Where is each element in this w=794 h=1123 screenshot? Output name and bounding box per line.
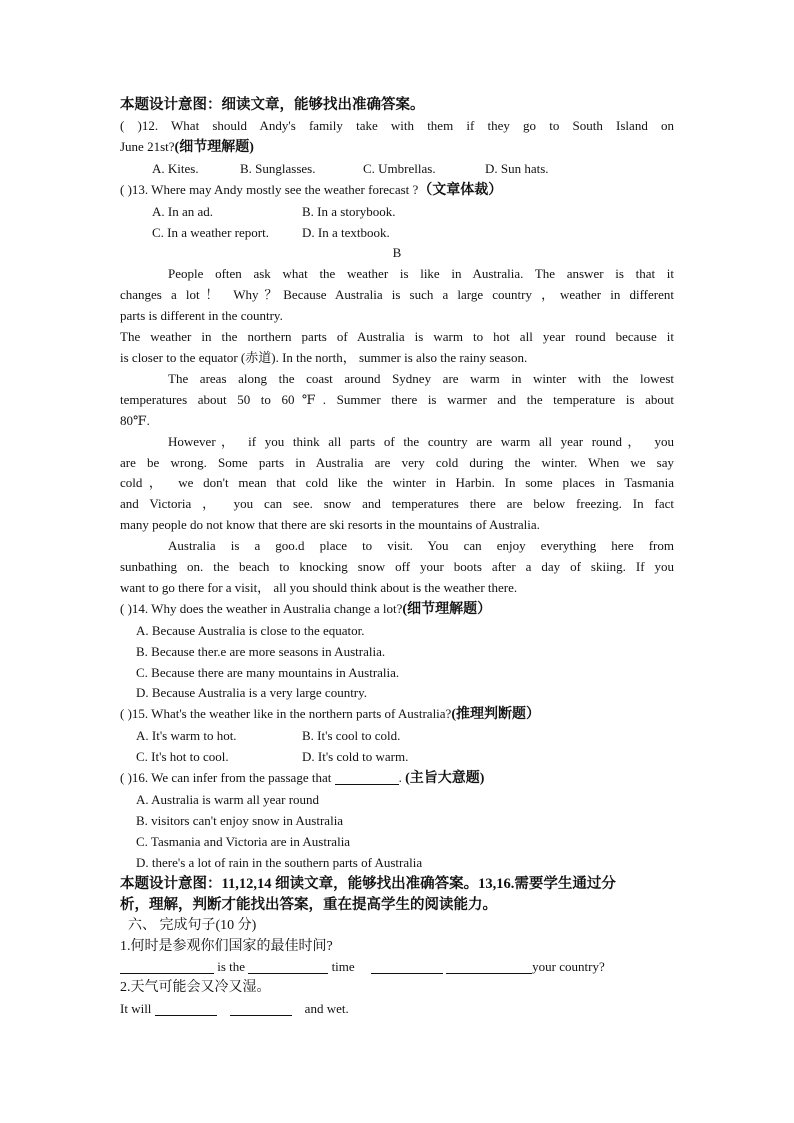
option-c[interactable]: C. In a weather report. xyxy=(152,224,269,240)
answer-blank[interactable] xyxy=(230,1001,292,1016)
design-intent-line: 本题设计意图：11,12,14 细读文章，能够找出准确答案。13,16.需要学生通过分 xyxy=(120,875,616,892)
option-c[interactable]: C. Because there are many mountains in Australia. xyxy=(136,664,400,680)
passage-line: are be wrong. Some parts in Australia are very cold during the winter. When we say xyxy=(120,454,674,470)
option-d[interactable]: D. It's cold to warm. xyxy=(302,749,409,765)
answer-blank[interactable] xyxy=(371,959,443,974)
option-d[interactable]: D. In a textbook. xyxy=(302,224,390,240)
sentence-1-word: is the xyxy=(214,959,249,975)
passage-line: many people do not know that there are ski resorts in the mountains of Australia. xyxy=(120,517,540,533)
question-12-stem: ( )12. What should Andy's family take with them if they go to South Island on xyxy=(120,118,674,133)
design-intent-line: 析，理解，判断才能找出答案，重在提高学生的阅读能力。 xyxy=(120,896,497,913)
passage-line: want to go there for a visit， all you should think about is the weather there. xyxy=(120,579,518,595)
answer-blank[interactable] xyxy=(248,959,328,974)
sentence-2-answer xyxy=(120,999,674,1020)
section-6-title: 六、 完成句子(10 分) xyxy=(128,917,257,933)
option-d[interactable]: D. Because Australia is a very large country. xyxy=(136,685,368,701)
passage-line: 80℉. xyxy=(120,412,150,428)
sentence-1-word: your country? xyxy=(532,959,605,975)
sentence-2-word: It will xyxy=(120,1001,155,1017)
option-d[interactable]: D. there's a lot of rain in the southern parts of Australia xyxy=(136,854,423,870)
option-c[interactable]: C. It's hot to cool. xyxy=(136,749,229,765)
passage-line: However， if you think all parts of the country are warm all year round， you xyxy=(168,433,674,449)
passage-line: People often ask what the weather is like in Australia. The answer is that it xyxy=(168,266,674,282)
question-15-stem: ( )15. What's the weather like in the northern parts of Australia? xyxy=(120,706,452,722)
question-12-options xyxy=(120,159,674,180)
question-15-options-row2 xyxy=(120,747,674,768)
option-a[interactable]: A. Australia is warm all year round xyxy=(136,792,320,807)
question-13-stem: ( )13. Where may Andy mostly see the weather forecast ? xyxy=(120,181,419,197)
question-13-options-row2 xyxy=(120,223,674,244)
question-12-tag: (细节理解题) xyxy=(174,139,254,155)
option-b[interactable]: B. visitors can't enjoy snow in Australia xyxy=(136,812,344,828)
option-a[interactable]: A. It's warm to hot. xyxy=(136,728,237,744)
question-16 xyxy=(120,768,674,790)
passage-line: changes a lot！ Why？Because Australia is such a large country ，weather in different xyxy=(120,287,674,303)
question-13 xyxy=(120,180,674,202)
passage-line: sunbathing on. the beach to knocking snow off your boots after a day of skiing. If you xyxy=(120,559,674,575)
question-16-tag: (主旨大意题) xyxy=(405,771,485,787)
question-13-tag: （文章体裁） xyxy=(418,182,503,198)
question-16-stem: ( )16. We can infer from the passage that xyxy=(120,770,335,786)
question-15-options-row1 xyxy=(120,726,674,747)
option-b[interactable]: B. In a storybook. xyxy=(302,203,396,219)
design-intent-heading: 本题设计意图：细读文章，能够找出准确答案。 xyxy=(120,97,425,113)
option-d[interactable]: D. Sun hats. xyxy=(485,160,549,176)
question-15 xyxy=(120,704,674,726)
option-a[interactable]: A. In an ad. xyxy=(152,203,214,219)
option-b[interactable]: B. It's cool to cold. xyxy=(302,728,401,744)
question-12-stem-end: June 21st? xyxy=(120,138,175,154)
passage-line: temperatures about 50 to 60℉. Summer there is warmer and the temperature is about xyxy=(120,391,674,407)
question-12-stem-cont xyxy=(120,137,674,159)
question-13-options-row1 xyxy=(120,202,674,223)
answer-blank[interactable] xyxy=(446,959,532,974)
option-b[interactable]: B. Sunglasses. xyxy=(240,160,316,176)
option-a[interactable]: A. Kites. xyxy=(152,160,199,176)
option-a[interactable]: A. Because Australia is close to the equator. xyxy=(136,622,365,638)
worksheet-page xyxy=(120,95,674,1020)
passage-line: Australia is a goo.d place to visit. You can enjoy everything here from xyxy=(168,538,674,554)
passage-line: and Victoria ， you can see. snow and temperatures there are below freezing. In fact xyxy=(120,496,674,512)
passage-title: B xyxy=(392,245,402,261)
option-c[interactable]: C. Tasmania and Victoria are in Australia xyxy=(136,833,351,849)
question-14 xyxy=(120,599,674,621)
sentence-2-chinese: 2.天气可能会又冷又湿。 xyxy=(120,980,271,996)
answer-blank[interactable] xyxy=(155,1001,217,1016)
option-b[interactable]: B. Because ther.e are more seasons in Australia. xyxy=(136,643,386,659)
sentence-1-chinese: 1.何时是参观你们国家的最佳时间? xyxy=(120,938,333,954)
passage-line: The areas along the coast around Sydney are warm in winter with the lowest xyxy=(168,370,674,386)
question-14-tag: (细节理解题） xyxy=(402,601,492,617)
question-15-tag: (推理判断题） xyxy=(451,707,541,723)
sentence-1-word: time xyxy=(328,959,358,975)
answer-blank[interactable] xyxy=(120,959,214,974)
sentence-1-answer xyxy=(120,957,674,978)
question-16-stem-end: . xyxy=(398,770,402,786)
sentence-2-word: and wet. xyxy=(301,1001,349,1017)
option-c[interactable]: C. Umbrellas. xyxy=(363,160,436,176)
passage-line: is closer to the equator (赤道). In the north， summer is also the rainy season. xyxy=(120,349,528,365)
answer-blank[interactable] xyxy=(335,770,399,785)
passage-line: The weather in the northern parts of Australia is warm to hot all year round because it xyxy=(120,329,674,345)
passage-line: parts is different in the country. xyxy=(120,308,283,324)
passage-line: cold， we don't mean that cold like the winter in Harbin. In some places in Tasmania xyxy=(120,475,674,491)
question-14-stem: ( )14. Why does the weather in Australia change a lot? xyxy=(120,600,403,616)
